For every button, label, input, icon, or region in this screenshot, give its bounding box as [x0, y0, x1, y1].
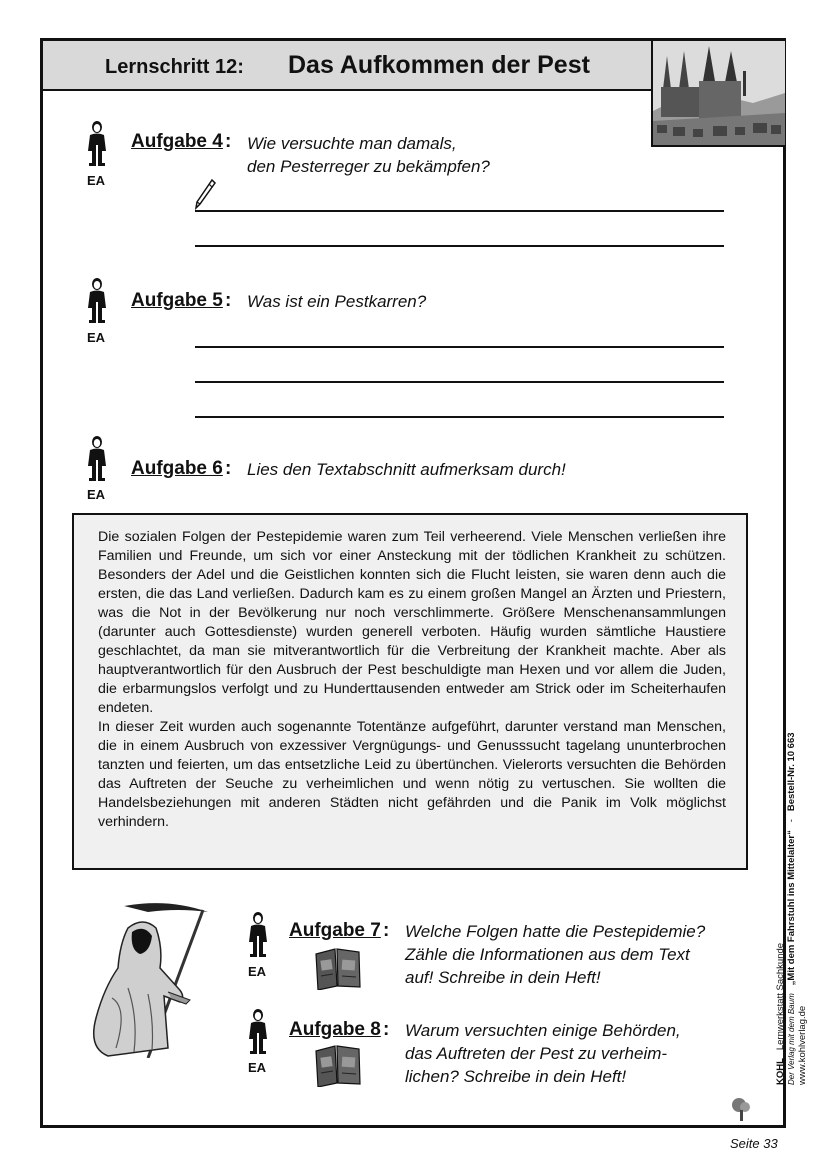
- publisher-website[interactable]: www.kohlverlag.de: [797, 1005, 808, 1085]
- reading-paragraph-2: In dieser Zeit wurden auch sogenannte Totentänze aufgeführt, darunter verstand man Menschen, die in einem Ausbruch von exzessiver Vergnügungs- und Genusssucht tagelang ununterbrochen tanzten und feierten, um das entsetzliche Leid zu übertünchen. Vielerorts versuchten die Behörden das Auftreten der Seuche zu verheimlichen und wenn nötig zu vertuschen. Sie wollten die Handelsbeziehungen mit anderen Städten nicht gefährden und die Panik im Volk möglichst verhindern.: [98, 719, 726, 830]
- ea-label: EA: [87, 173, 106, 188]
- medieval-city-image: [651, 41, 785, 147]
- publisher-logo-text: KOHL: [775, 1058, 786, 1085]
- task-6-question: Lies den Textabschnitt aufmerksam durch!: [247, 460, 566, 479]
- header-bar: [43, 41, 653, 91]
- task-8-question: Warum versuchten einige Behörden, das Auftreten der Pest zu verheim- lichen? Schreibe in dein Heft!: [405, 1021, 681, 1086]
- book-title: „Mit dem Fahrstuhl ins Mittelalter“: [786, 830, 797, 986]
- page-number: Seite 33: [730, 1136, 778, 1151]
- answer-line[interactable]: [195, 210, 724, 212]
- answer-line[interactable]: [195, 346, 724, 348]
- publisher-slogan: Der Verlag mit dem Baum: [787, 993, 796, 1085]
- task-7-question: Welche Folgen hatte die Pestepidemie? Zähle die Informationen aus dem Text auf! Schreibe in dein Heft!: [405, 922, 706, 987]
- notebook-icon: [313, 1043, 363, 1087]
- answer-line[interactable]: [195, 416, 724, 418]
- task-4-colon: :: [225, 131, 232, 152]
- person-icon: [247, 1009, 269, 1057]
- person-icon: [86, 278, 108, 326]
- ea-label: EA: [87, 487, 106, 502]
- order-number: Bestell-Nr. 10 663: [786, 732, 797, 812]
- reading-paragraph-1: Die sozialen Folgen der Pestepidemie waren zum Teil verheerend. Viele Menschen verließen ihre Familien und Freunde, um sich vor einer Ansteckung mit der tödlichen Krankheit zu schützen. Besonders der Adel und die Geistlichen konnten sich die Flucht leisten, sie waren denn auch die ersten, die das Land verließen. Dadurch kam es zu einem großen Mangel an Ärzten und Priestern, was die Not in der Bevölkerung nur noch verschlimmerte. Größere Menschenansammlungen (darunter auch Gottesdienste) wurden generell verboten. Häufig wurden sämtliche Haustiere geschlachtet, da man sie mitverantwortlich für die Verbreitung der Krankheit machte. Aber als hauptverantwortlich für den Ausbruch der Pest beschuldigte man Hexen und vor allem die Juden, die erbarmungslos verfolgt und zu Hunderttausenden entweder am Strick oder im Scheiterhaufen endeten.: [98, 529, 726, 716]
- ea-label: EA: [248, 1060, 267, 1075]
- person-icon: [86, 121, 108, 169]
- ea-label: EA: [248, 964, 267, 979]
- pencil-icon: [194, 178, 216, 210]
- task-5-question: Was ist ein Pestkarren?: [247, 292, 427, 311]
- ea-label: EA: [87, 330, 106, 345]
- task-6-colon: :: [225, 458, 232, 479]
- lesson-step-label: Lernschritt 12:: [105, 56, 244, 78]
- publisher-side-text: KOHL Lernwerkstatt Sachkunde Der Verlag mit dem Baum „Mit dem Fahrstuhl ins Mittelalter“ - Bestell-Nr. 10 663 www.kohlverlag.de: [775, 732, 808, 1085]
- task-8-colon: :: [383, 1019, 390, 1040]
- task-4-question: Wie versuchte man damals, den Pesterreger zu bekämpfen?: [247, 134, 490, 176]
- task-8-label: Aufgabe 8: [289, 1019, 381, 1040]
- notebook-icon: [313, 946, 363, 990]
- page-title: Das Aufkommen der Pest: [288, 51, 590, 79]
- reading-text-box: [72, 513, 748, 870]
- answer-line[interactable]: [195, 245, 724, 247]
- task-7-colon: :: [383, 920, 390, 941]
- grim-reaper-illustration: [68, 898, 218, 1058]
- task-5-label: Aufgabe 5: [131, 290, 223, 311]
- publisher-series: Lernwerkstatt Sachkunde: [775, 942, 786, 1051]
- answer-line[interactable]: [195, 381, 724, 383]
- tree-logo-icon: [731, 1096, 751, 1122]
- person-icon: [86, 436, 108, 484]
- task-5-colon: :: [225, 290, 232, 311]
- person-icon: [247, 912, 269, 960]
- task-7-label: Aufgabe 7: [289, 920, 381, 941]
- task-4-label: Aufgabe 4: [131, 131, 223, 152]
- task-6-label: Aufgabe 6: [131, 458, 223, 479]
